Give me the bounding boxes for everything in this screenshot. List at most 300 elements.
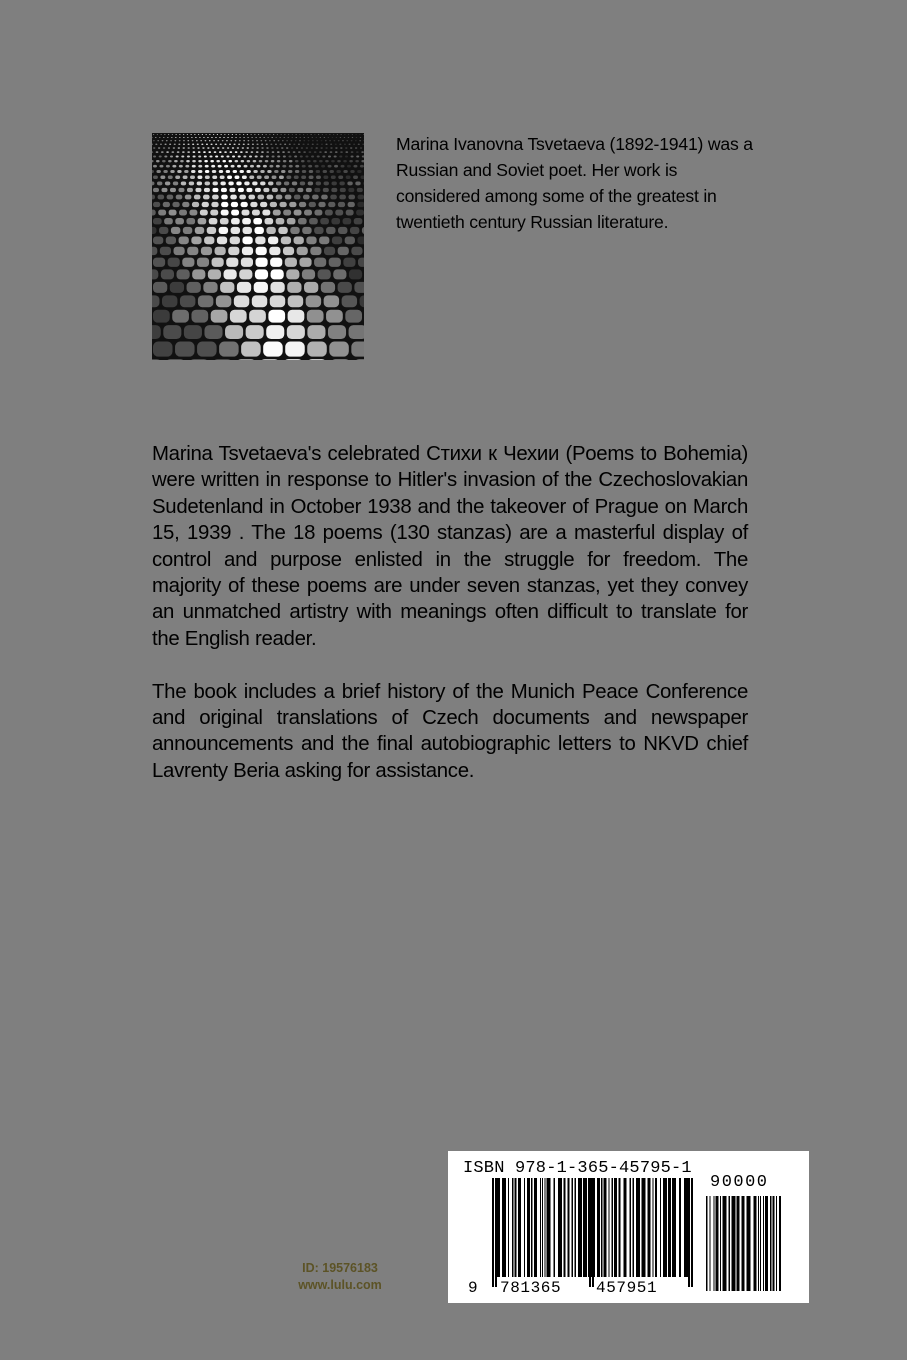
barcode-bar bbox=[601, 1178, 603, 1277]
cobblestone bbox=[328, 137, 330, 138]
cobblestone bbox=[292, 181, 297, 185]
cobblestone bbox=[224, 151, 227, 153]
cobblestone bbox=[351, 151, 354, 153]
cobblestone bbox=[281, 236, 291, 244]
cobblestone bbox=[295, 170, 299, 173]
cobblestone bbox=[263, 188, 269, 192]
cobblestone bbox=[197, 258, 209, 267]
cobblestone bbox=[326, 134, 327, 135]
cobblestone bbox=[271, 160, 275, 162]
cobblestone bbox=[324, 247, 335, 255]
cobblestone bbox=[205, 140, 207, 141]
barcode-bar bbox=[534, 1178, 537, 1277]
cobblestone bbox=[197, 181, 202, 185]
barcode-bar bbox=[572, 1178, 574, 1277]
barcode-bar bbox=[636, 1178, 640, 1277]
barcode-guard-bar bbox=[492, 1178, 494, 1287]
barcode-bar bbox=[597, 1178, 600, 1277]
cobblestone bbox=[302, 227, 311, 234]
cobblestone bbox=[179, 137, 181, 138]
barcode-bar bbox=[630, 1178, 632, 1277]
cobblestone bbox=[220, 181, 225, 185]
cobblestone bbox=[201, 247, 212, 255]
cobblestone bbox=[153, 236, 163, 244]
cobblestone bbox=[193, 151, 196, 153]
cobblestone bbox=[152, 295, 159, 307]
cobblestone bbox=[195, 188, 201, 192]
cobblestone bbox=[197, 144, 199, 145]
cobblestone bbox=[272, 155, 275, 157]
barcode-bar bbox=[754, 1196, 757, 1291]
cobblestone bbox=[326, 144, 328, 145]
cobblestone bbox=[259, 160, 263, 162]
cobblestone bbox=[219, 342, 239, 357]
cobblestone bbox=[221, 210, 229, 216]
cobblestone bbox=[316, 137, 318, 138]
cobblestone bbox=[291, 140, 293, 141]
barcode-bar bbox=[508, 1178, 509, 1277]
cobblestone bbox=[229, 151, 232, 153]
cobblestone bbox=[357, 202, 364, 207]
cobblestone bbox=[323, 188, 329, 192]
cobblestone bbox=[335, 147, 337, 148]
cobblestone bbox=[185, 165, 189, 168]
barcode-bar bbox=[614, 1178, 617, 1277]
cobblestone bbox=[215, 144, 217, 145]
cobblestone bbox=[210, 160, 214, 162]
cobblestone bbox=[186, 160, 190, 162]
cobblestone bbox=[192, 144, 194, 145]
cobblestone bbox=[171, 227, 180, 234]
cobblestone bbox=[260, 202, 267, 207]
cobblestone bbox=[239, 269, 252, 279]
cobblestone bbox=[294, 176, 299, 179]
cobblestone bbox=[260, 140, 262, 141]
cobblestone bbox=[314, 210, 322, 216]
cobblestone bbox=[309, 218, 318, 224]
cobblestone bbox=[269, 165, 273, 168]
cobblestone bbox=[307, 325, 325, 339]
cobblestone bbox=[255, 269, 268, 279]
cobblestone bbox=[321, 144, 323, 145]
cobblestone bbox=[220, 218, 229, 224]
cobblestone bbox=[157, 134, 158, 135]
barcode-bar bbox=[564, 1178, 566, 1277]
cobblestone bbox=[183, 137, 185, 138]
cobblestone bbox=[269, 247, 280, 255]
cobblestone bbox=[360, 165, 364, 168]
cobblestone bbox=[360, 137, 362, 138]
cobblestone bbox=[282, 151, 285, 153]
cobblestone bbox=[289, 144, 291, 145]
cobblestone bbox=[207, 137, 209, 138]
barcode-bar bbox=[758, 1196, 759, 1291]
cobblestone bbox=[185, 195, 192, 200]
cobblestone bbox=[175, 137, 177, 138]
cobblestone bbox=[184, 325, 202, 339]
cobblestone bbox=[345, 310, 362, 323]
cobblestone bbox=[344, 137, 346, 138]
cobblestone bbox=[357, 170, 361, 173]
cobblestone bbox=[230, 310, 247, 323]
cobblestone bbox=[187, 282, 201, 293]
cobblestone bbox=[253, 170, 257, 173]
cobblestone bbox=[197, 176, 202, 179]
cobblestone bbox=[294, 210, 302, 216]
cobblestone bbox=[156, 151, 159, 153]
cobblestone bbox=[257, 176, 262, 179]
cobblestone bbox=[168, 258, 180, 267]
cobblestone bbox=[225, 325, 243, 339]
cobblestone bbox=[204, 160, 208, 162]
cobblestone bbox=[272, 188, 278, 192]
cobblestone bbox=[152, 210, 156, 216]
cobblestone bbox=[152, 170, 154, 173]
cobblestone bbox=[348, 137, 350, 138]
cobblestone bbox=[264, 176, 269, 179]
cobblestone bbox=[211, 137, 213, 138]
cobblestone bbox=[324, 181, 329, 185]
cobblestone bbox=[309, 151, 312, 153]
cobblestone bbox=[170, 282, 184, 293]
cobblestone bbox=[231, 137, 233, 138]
cobblestone bbox=[245, 151, 248, 153]
barcode-bar bbox=[612, 1178, 614, 1277]
cobblestone bbox=[330, 151, 333, 153]
cobblestone bbox=[152, 227, 156, 234]
barcode-bar bbox=[604, 1178, 607, 1277]
cobblestone bbox=[206, 134, 207, 135]
cobblestone bbox=[334, 155, 337, 157]
cobblestone bbox=[161, 151, 164, 153]
cobblestone bbox=[352, 137, 354, 138]
cobblestone bbox=[220, 144, 222, 145]
cobblestone bbox=[212, 359, 233, 360]
cobblestone bbox=[358, 144, 360, 145]
barcode-bar bbox=[653, 1178, 654, 1277]
cobblestone bbox=[307, 134, 308, 135]
cobblestone bbox=[309, 170, 313, 173]
barcode-bar bbox=[737, 1196, 740, 1291]
cobblestone bbox=[237, 165, 241, 168]
barcode-bar bbox=[578, 1178, 582, 1277]
cobblestone bbox=[216, 160, 220, 162]
barcode-digits-right: 457951 bbox=[596, 1279, 658, 1297]
cobblestone bbox=[266, 325, 284, 339]
cobblestone bbox=[170, 140, 172, 141]
cobblestone bbox=[340, 147, 342, 148]
cobblestone bbox=[269, 140, 271, 141]
cobblestone bbox=[306, 295, 321, 307]
cobblestone bbox=[323, 170, 327, 173]
cobblestone bbox=[304, 282, 318, 293]
cobblestone bbox=[266, 227, 275, 234]
cobblestone bbox=[190, 176, 195, 179]
cobblestone bbox=[262, 134, 263, 135]
cobblestone bbox=[241, 258, 253, 267]
cobblestone bbox=[228, 181, 233, 185]
cobblestone bbox=[208, 151, 211, 153]
cobblestone bbox=[246, 170, 250, 173]
cobblestone bbox=[276, 195, 283, 200]
cobblestone bbox=[188, 359, 209, 360]
cobblestone bbox=[321, 165, 325, 168]
cobblestone bbox=[345, 151, 348, 153]
cobblestone bbox=[175, 218, 184, 224]
cobblestone bbox=[198, 295, 213, 307]
cobblestone bbox=[268, 310, 285, 323]
cobblestone bbox=[194, 134, 195, 135]
cobblestone bbox=[221, 155, 224, 157]
cobblestone bbox=[219, 137, 221, 138]
cobblestone bbox=[343, 170, 347, 173]
cobblestone bbox=[248, 140, 250, 141]
cobblestone bbox=[166, 236, 176, 244]
cobblestone bbox=[239, 137, 241, 138]
cobblestone bbox=[279, 137, 281, 138]
cobblestone bbox=[179, 236, 189, 244]
barcode-bar bbox=[619, 1178, 621, 1277]
publisher-info bbox=[280, 1260, 400, 1294]
cobblestone bbox=[347, 181, 352, 185]
cobblestone bbox=[270, 295, 285, 307]
cobblestone bbox=[211, 144, 213, 145]
cobblestone bbox=[354, 218, 363, 224]
book-description bbox=[152, 441, 748, 784]
cobblestone bbox=[360, 147, 362, 148]
cobblestone bbox=[348, 188, 354, 192]
cobblestone bbox=[277, 151, 280, 153]
cobblestone bbox=[323, 176, 328, 179]
cobblestone bbox=[263, 137, 265, 138]
cobblestone bbox=[153, 140, 155, 141]
cobblestone bbox=[303, 134, 304, 135]
cobblestone bbox=[287, 218, 296, 224]
cobblestone bbox=[168, 147, 170, 148]
cobblestone bbox=[153, 165, 157, 168]
cobblestone bbox=[211, 202, 218, 207]
cobblestone bbox=[296, 147, 298, 148]
cobblestone bbox=[330, 359, 351, 360]
cobblestone bbox=[266, 151, 269, 153]
cobblestone bbox=[286, 147, 288, 148]
cobblestone bbox=[182, 151, 185, 153]
barcode-bar bbox=[524, 1178, 525, 1277]
cobblestone bbox=[296, 137, 298, 138]
cobblestone bbox=[239, 134, 240, 135]
cobblestone bbox=[336, 137, 338, 138]
cobblestone bbox=[306, 236, 316, 244]
cobblestone bbox=[247, 144, 249, 145]
cobblestone bbox=[198, 218, 207, 224]
cobblestone bbox=[298, 218, 307, 224]
cobblestone bbox=[191, 170, 195, 173]
cobblestone bbox=[210, 210, 218, 216]
cobblestone bbox=[186, 218, 195, 224]
barcode-bar bbox=[729, 1196, 731, 1291]
cobblestone bbox=[180, 295, 195, 307]
cobblestone bbox=[278, 140, 280, 141]
cobblestone bbox=[338, 227, 347, 234]
cobblestone bbox=[266, 144, 268, 145]
isbn-barcode bbox=[448, 1151, 809, 1303]
cobblestone bbox=[265, 160, 269, 162]
cobblestone bbox=[163, 137, 165, 138]
cobblestone-photo bbox=[152, 133, 364, 360]
cobblestone bbox=[231, 165, 235, 168]
cobblestone bbox=[277, 160, 281, 162]
cobblestone bbox=[204, 188, 210, 192]
cobblestone bbox=[301, 160, 305, 162]
barcode-bar bbox=[642, 1178, 646, 1277]
cobblestone bbox=[275, 144, 277, 145]
cobblestone bbox=[311, 147, 313, 148]
cobblestone bbox=[358, 258, 364, 267]
cobblestone bbox=[310, 247, 321, 255]
barcode-bar bbox=[668, 1178, 671, 1277]
cobblestone bbox=[288, 170, 292, 173]
barcode-bar bbox=[633, 1178, 635, 1277]
cobblestone bbox=[300, 181, 305, 185]
cobblestone bbox=[261, 144, 263, 145]
cobblestone bbox=[252, 140, 254, 141]
cobblestone bbox=[307, 160, 311, 162]
cobblestone bbox=[160, 144, 162, 145]
cobblestone bbox=[153, 155, 156, 157]
cobblestone bbox=[163, 170, 167, 173]
barcode-bar bbox=[776, 1196, 777, 1291]
cobblestone bbox=[177, 269, 190, 279]
cobblestone bbox=[221, 188, 227, 192]
cobblestone bbox=[229, 160, 233, 162]
cobblestone bbox=[297, 188, 303, 192]
cobblestone bbox=[193, 155, 196, 157]
cobblestone bbox=[251, 151, 254, 153]
cobblestone bbox=[221, 195, 228, 200]
cobblestone bbox=[265, 218, 274, 224]
cobblestone bbox=[203, 282, 217, 293]
cobblestone bbox=[179, 134, 180, 135]
cobblestone bbox=[220, 282, 234, 293]
cobblestone bbox=[179, 165, 183, 168]
cobblestone bbox=[236, 134, 237, 135]
cobblestone bbox=[252, 181, 257, 185]
cobblestone bbox=[305, 155, 308, 157]
cobblestone bbox=[219, 170, 223, 173]
cobblestone bbox=[353, 144, 355, 145]
cobblestone bbox=[165, 359, 186, 360]
cobblestone bbox=[238, 144, 240, 145]
cobblestone bbox=[314, 151, 317, 153]
cobblestone bbox=[179, 140, 181, 141]
cobblestone bbox=[266, 147, 268, 148]
cobblestone bbox=[277, 134, 278, 135]
cobblestone bbox=[339, 181, 344, 185]
cobblestone bbox=[285, 342, 305, 357]
cobblestone bbox=[295, 140, 297, 141]
cobblestone bbox=[256, 140, 258, 141]
cobblestone bbox=[354, 359, 364, 360]
cobblestone bbox=[340, 151, 343, 153]
cobblestone bbox=[174, 140, 176, 141]
cobblestone bbox=[158, 210, 166, 216]
cobblestone bbox=[215, 155, 218, 157]
cobblestone bbox=[187, 188, 193, 192]
cobblestone bbox=[212, 176, 217, 179]
cobblestone bbox=[199, 137, 201, 138]
cobblestone bbox=[175, 342, 195, 357]
cobblestone bbox=[345, 147, 347, 148]
cobblestone bbox=[255, 236, 265, 244]
cobblestone bbox=[288, 134, 289, 135]
cobblestone bbox=[231, 218, 240, 224]
cobblestone bbox=[304, 210, 312, 216]
cobblestone bbox=[308, 165, 312, 168]
barcode-bar bbox=[720, 1196, 721, 1291]
cobblestone bbox=[153, 282, 167, 293]
cobblestone bbox=[270, 282, 284, 293]
cobblestone bbox=[283, 137, 285, 138]
cobblestone bbox=[230, 236, 240, 244]
cobblestone bbox=[250, 165, 254, 168]
cobblestone bbox=[198, 155, 201, 157]
barcode-bar bbox=[773, 1196, 775, 1291]
cobblestone bbox=[153, 218, 162, 224]
cobblestone bbox=[160, 176, 165, 179]
cobblestone bbox=[289, 165, 293, 168]
cobblestone bbox=[212, 147, 214, 148]
barcode-bar bbox=[716, 1196, 719, 1291]
cobblestone bbox=[214, 151, 217, 153]
cobblestone bbox=[306, 188, 312, 192]
cobblestone bbox=[293, 151, 296, 153]
cobblestone bbox=[303, 144, 305, 145]
cobblestone bbox=[171, 151, 174, 153]
cobblestone bbox=[183, 134, 184, 135]
cobblestone bbox=[358, 195, 364, 200]
cobblestone bbox=[205, 165, 209, 168]
cobblestone bbox=[192, 202, 199, 207]
cobblestone bbox=[312, 140, 314, 141]
cobblestone bbox=[158, 195, 165, 200]
cobblestone bbox=[152, 247, 157, 255]
cobblestone bbox=[308, 181, 313, 185]
barcode-bar bbox=[527, 1178, 530, 1277]
cobblestone bbox=[325, 147, 327, 148]
cobblestone bbox=[320, 147, 322, 148]
cobblestone bbox=[163, 202, 170, 207]
cobblestone bbox=[212, 170, 216, 173]
cobblestone bbox=[355, 181, 360, 185]
cobblestone bbox=[222, 140, 224, 141]
cobblestone bbox=[188, 144, 190, 145]
cobblestone bbox=[348, 134, 349, 135]
cobblestone bbox=[207, 147, 209, 148]
cobblestone bbox=[325, 210, 333, 216]
cobblestone bbox=[255, 155, 258, 157]
cobblestone bbox=[229, 188, 235, 192]
cobblestone bbox=[239, 140, 241, 141]
cobblestone bbox=[177, 151, 180, 153]
cobblestone bbox=[293, 144, 295, 145]
cobblestone bbox=[303, 195, 310, 200]
cobblestone bbox=[192, 160, 196, 162]
barcode-bar bbox=[714, 1196, 715, 1291]
cobblestone bbox=[271, 147, 273, 148]
cobblestone bbox=[159, 227, 168, 234]
cobblestone bbox=[340, 188, 346, 192]
cobblestone bbox=[152, 151, 153, 153]
